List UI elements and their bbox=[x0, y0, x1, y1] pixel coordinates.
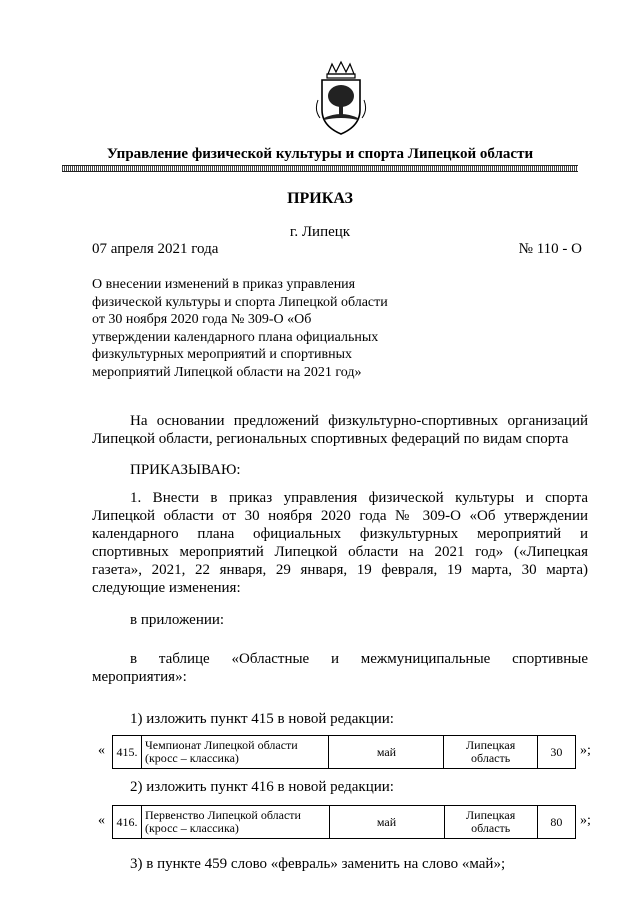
item-1-paragraph: 1. Внести в приказ управления физической культуры и спорта Липецкой области от 30 ноября 2020 года № 309-О «Об утверждении календарного плана официальных физкультурных мероприятий и спортивных мероприятий Липецкой области на 2021 год» («Липецкая газета», 2021, 22 января, 29 января, 19 февраля, 19 марта, 30 марта) следующие изменения: bbox=[92, 490, 588, 596]
coat-of-arms-emblem bbox=[314, 60, 368, 138]
amendment-table-416 bbox=[112, 805, 576, 839]
row-number: 415. bbox=[113, 736, 142, 769]
close-quote: »; bbox=[580, 813, 591, 828]
document-number: № 110 - О bbox=[518, 241, 582, 257]
appendix-paragraph: в приложении: bbox=[130, 612, 225, 628]
organization-name: Управление физической культуры и спорта Липецкой области bbox=[106, 146, 534, 162]
event-place: Липецкая область bbox=[444, 806, 537, 839]
open-quote: « bbox=[98, 813, 105, 828]
document-date: 07 апреля 2021 года bbox=[92, 241, 219, 257]
event-place: Липецкая область bbox=[444, 736, 537, 769]
header-divider bbox=[62, 165, 578, 172]
event-name: Первенство Липецкой области (кросс – классика) bbox=[141, 806, 329, 839]
row-number: 416. bbox=[113, 806, 142, 839]
document-city: г. Липецк bbox=[289, 224, 351, 240]
order-word: ПРИКАЗЫВАЮ: bbox=[130, 462, 241, 478]
document-subject: О внесении изменений в приказ управления физической культуры и спорта Липецкой области от 30 ноября 2020 года № 309-О «Об утверждении календарного плана официальных физкультурных мероприятий и спортивных мероприятий Липецкой области на 2021 год» bbox=[92, 277, 388, 380]
participant-count: 30 bbox=[537, 736, 575, 769]
event-name: Чемпионат Липецкой области (кросс – классика) bbox=[141, 736, 328, 769]
basis-paragraph: На основании предложений физкультурно-спортивных организаций Липецкой области, региональных спортивных федераций по видам спорта bbox=[92, 413, 588, 447]
amendment-table-415 bbox=[112, 735, 576, 769]
open-quote: « bbox=[98, 743, 105, 758]
sub-item-2: 2) изложить пункт 416 в новой редакции: bbox=[130, 779, 394, 795]
event-month: май bbox=[329, 736, 444, 769]
sub-item-1: 1) изложить пункт 415 в новой редакции: bbox=[130, 711, 394, 727]
table-row bbox=[113, 806, 576, 839]
lipetsk-coat-of-arms-icon bbox=[314, 60, 368, 138]
table-row bbox=[113, 736, 576, 769]
close-quote: »; bbox=[580, 743, 591, 758]
document-title: ПРИКАЗ bbox=[287, 190, 353, 207]
sub-item-3: 3) в пункте 459 слово «февраль» заменить на слово «май»; bbox=[130, 856, 506, 872]
event-month: май bbox=[329, 806, 444, 839]
table-reference-paragraph: в таблице «Областные и межмуниципальные спортивные мероприятия»: bbox=[92, 651, 588, 685]
participant-count: 80 bbox=[537, 806, 575, 839]
